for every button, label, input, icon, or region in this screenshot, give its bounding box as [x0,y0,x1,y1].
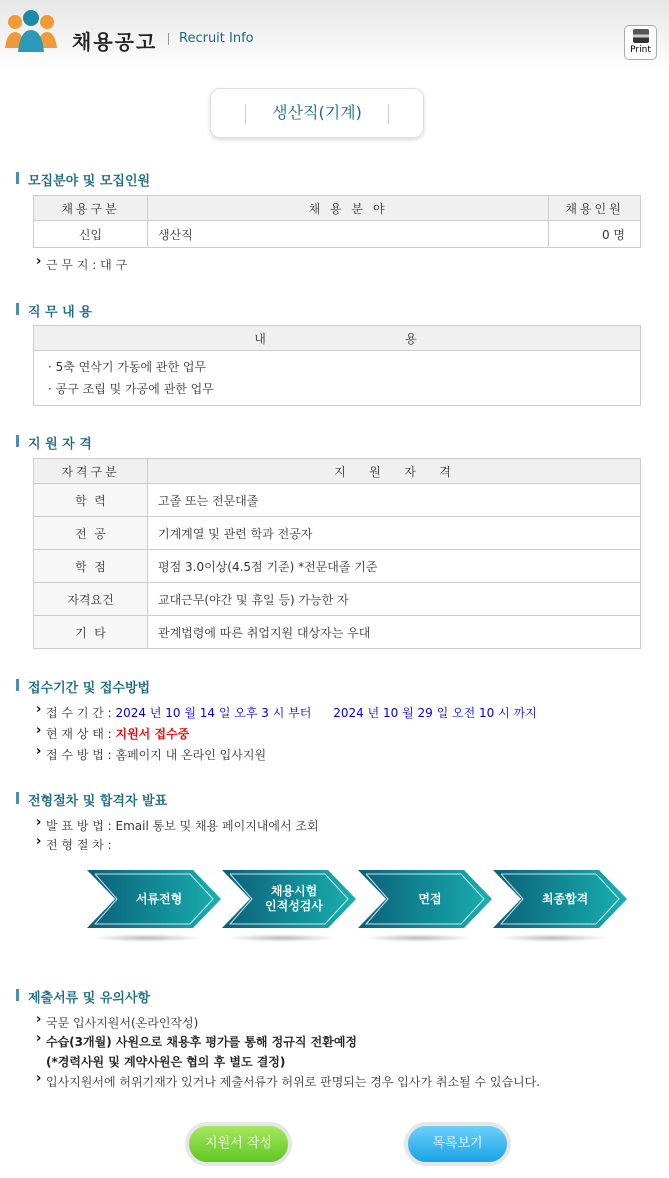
process-step-label: 서류전형 [135,891,183,906]
process-step-label: 면접 [418,891,442,906]
col-header: 채 용 분 야 [148,196,549,221]
recruit-table [33,195,641,248]
duty-item: · 공구 조립 및 가공에 관한 업무 [48,382,214,396]
announce-method: › 발 표 방 법 : Email 통보 및 채용 페이지내에서 조회 [36,817,319,834]
divider [168,33,169,45]
section-heading-recruit: 모집분야 및 모집인원 [16,170,150,189]
process-step-label: 최종합격 [541,891,589,906]
step-shadow [92,934,202,942]
document-note: (*경력사원 및 계약사원은 협의 후 별도 결정) [46,1055,286,1069]
table-row: 신입 생산직 0 명 [34,221,641,248]
status-badge: 지원서 접수중 [115,727,190,741]
process-step [222,870,356,928]
col-header: 채용인원 [549,196,641,221]
duties-table: 내 용 · 5축 연삭기 가동에 관한 업무 · 공구 조립 및 가공에 관한 업무 [33,325,641,406]
application-method: › 접 수 방 법 : 홈페이지 내 온라인 입사지원 [36,746,266,763]
process-step [87,870,221,928]
duty-item: · 5축 연삭기 가동에 관한 업무 [48,360,207,374]
application-status: › 현 재 상 태 : 지원서 접수중 [36,725,189,742]
document-item: › 입사지원서에 허위기재가 있거나 제출서류가 허위로 판명되는 경우 입사가 취소될 수 있습니다. [36,1073,540,1090]
process-steps-label: › 전 형 절 차 : [36,836,112,853]
application-period: › 접 수 기 간 : 2024 년 10 월 14 일 오후 3 시 부터 2024 년 10 월 29 일 오전 10 시 까지 [36,704,537,721]
apply-button[interactable]: 지원서 작성 [185,1122,292,1166]
table-row: 전 공 기계계열 및 관련 학과 전공자 [34,517,641,550]
table-row: 학 점 평점 3.0이상(4.5점 기준) *전문대졸 기준 [34,550,641,583]
page-subtitle: Recruit Info [179,31,254,46]
col-header: 채용구분 [34,196,148,221]
document-item: › 국문 입사지원서(온라인작성) [36,1014,198,1031]
section-heading-documents: 제출서류 및 유의사항 [16,987,150,1006]
step-shadow [227,934,337,942]
section-heading-application: 접수기간 및 접수방법 [16,677,150,696]
process-step [493,870,627,928]
print-button[interactable]: Print [624,25,657,60]
list-button[interactable]: 목록보기 [404,1122,511,1166]
section-heading-qualifications: 지 원 자 격 [16,433,92,452]
step-shadow [363,934,473,942]
section-heading-process: 전형절차 및 합격자 발표 [16,790,167,809]
page-title: 채용공고 [72,30,158,54]
job-title: 생산직(기계) [210,88,424,138]
qualifications-table: 자격구분 지 원 자 격 학 력 고졸 또는 전문대졸 전 공 기계계열 및 관련 학과 전공자 학 점 평점 3.0이상(4.5점 기준) *전문대졸 기준 자격요건 교대근무(야간 및 휴일 등) 가능한 자 기 타 관계법령에 따른 취업지원 대상자는 우대 [33,458,641,649]
table-row: 자격요건 교대근무(야간 및 휴일 등) 가능한 자 [34,583,641,616]
work-location: › 근 무 지 : 대 구 [36,256,127,273]
section-heading-duties: 직 무 내 용 [16,301,92,320]
table-row: 학 력 고졸 또는 전문대졸 [34,484,641,517]
process-step-label: 채용시험 인적성검사 [265,884,323,913]
process-step [358,870,492,928]
printer-icon [633,29,649,43]
document-item: › 수습(3개월) 사원으로 채용후 평가를 통해 정규직 전환예정 [36,1033,357,1050]
recruit-people-icon [3,8,61,54]
table-row: 기 타 관계법령에 따른 취업지원 대상자는 우대 [34,616,641,649]
step-shadow [498,934,608,942]
